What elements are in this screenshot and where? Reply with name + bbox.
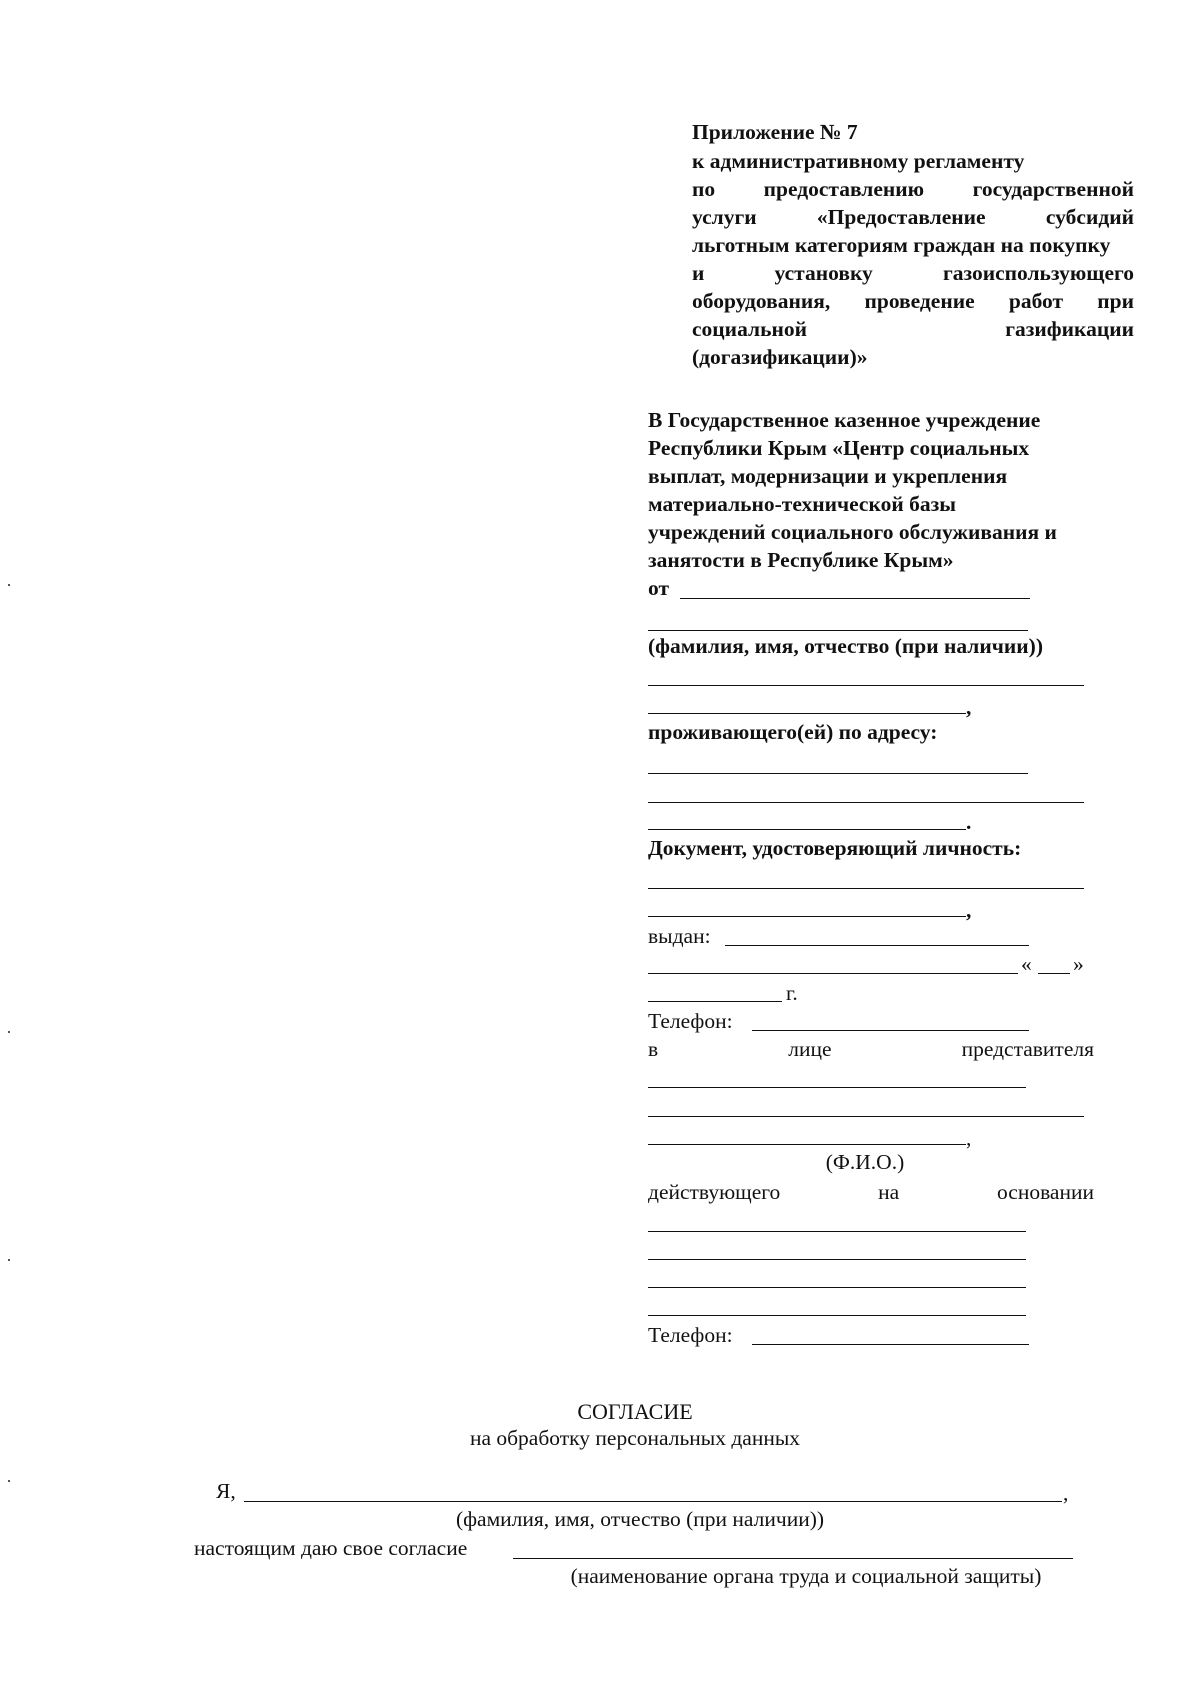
appendix-line-6 [692, 287, 1134, 315]
appendix-line-2 [692, 175, 1134, 203]
day-field[interactable] [1038, 973, 1070, 974]
scan-speck [8, 584, 10, 586]
addressee-line: материально-технической базы [648, 492, 957, 516]
word: субсидий [1045, 205, 1134, 229]
word: в [648, 1037, 659, 1061]
id-doc-field-1[interactable] [648, 888, 1084, 889]
residing-label: проживающего(ей) по адресу: [648, 720, 938, 744]
date-quote-open: « [1021, 952, 1032, 976]
name-field-1[interactable] [648, 685, 1084, 686]
comma: , [1063, 1481, 1069, 1505]
issued-field-2[interactable] [648, 973, 1018, 974]
word: установку [774, 261, 873, 285]
phone2-label: Телефон: [648, 1323, 733, 1347]
appendix-line-4: льготным категориям граждан на покупку [692, 233, 1111, 257]
address-field-1[interactable] [648, 773, 1028, 774]
phone2-field[interactable] [752, 1344, 1029, 1345]
address-field-3[interactable] [648, 829, 966, 830]
word: основании [996, 1180, 1094, 1204]
word: государственной [972, 177, 1134, 201]
comma: , [966, 1126, 972, 1150]
fio-hint: (фамилия, имя, отчество (при наличии)) [648, 634, 1043, 658]
word: «Предоставление [816, 205, 986, 229]
comma: , [966, 695, 972, 719]
give-consent-label: настоящим даю свое согласие [194, 1536, 468, 1560]
i-label: Я, [216, 1479, 236, 1503]
addressee-line: Республики Крым «Центр социальных [648, 436, 1030, 460]
word: проведение [864, 289, 975, 313]
year-label: г. [786, 981, 798, 1005]
appendix-line-7 [692, 315, 1134, 343]
phone-label: Телефон: [648, 1009, 733, 1033]
word: при [1097, 289, 1134, 313]
word: и [692, 261, 705, 285]
organ-hint: (наименование органа труда и социальной защиты) [570, 1564, 1042, 1588]
scan-speck [8, 1480, 10, 1482]
addressee-line: занятости в Республике Крым» [648, 548, 954, 572]
word: лице [788, 1037, 832, 1061]
consent-title: СОГЛАСИЕ [577, 1399, 693, 1424]
basis-field-2[interactable] [648, 1259, 1026, 1260]
period: . [966, 810, 972, 834]
word: газоиспользующего [942, 261, 1134, 285]
rep-fio-hint: (Ф.И.О.) [825, 1150, 905, 1174]
comma: , [966, 898, 972, 922]
name-field-2[interactable] [648, 713, 966, 714]
rep-field-1[interactable] [648, 1087, 1026, 1088]
word: социальной [692, 317, 807, 341]
appendix-line-1: к административному регламенту [692, 149, 1025, 173]
appendix-line-8: (догазификации)» [692, 345, 868, 369]
appendix-title: Приложение № 7 [692, 120, 858, 144]
consent-fio-field[interactable] [244, 1501, 1062, 1502]
rep-field-3[interactable] [648, 1144, 966, 1145]
appendix-line-5 [692, 259, 1134, 287]
phone-field[interactable] [752, 1030, 1029, 1031]
rep-field-2[interactable] [648, 1116, 1084, 1117]
issued-field[interactable] [725, 945, 1029, 946]
word: работ [1008, 289, 1064, 313]
word: представителя [961, 1037, 1094, 1061]
year-field[interactable] [648, 1001, 782, 1002]
appendix-line-3 [692, 203, 1134, 231]
word: действующего [648, 1180, 781, 1204]
word: по [692, 177, 716, 201]
basis-field-4[interactable] [648, 1315, 1026, 1316]
word: оборудования, [692, 289, 831, 313]
scan-speck [8, 1259, 10, 1261]
word: газификации [1005, 317, 1134, 341]
scan-speck [8, 1031, 10, 1033]
basis-line [648, 1178, 1094, 1206]
issued-label: выдан: [648, 924, 711, 948]
rep-line [648, 1035, 1094, 1063]
consent-fio-hint: (фамилия, имя, отчество (при наличии)) [455, 1507, 825, 1531]
addressee-line: выплат, модернизации и укрепления [648, 464, 1008, 488]
word: на [878, 1180, 900, 1204]
consent-subtitle: на обработку персональных данных [469, 1426, 801, 1450]
word: услуги [692, 205, 757, 229]
id-doc-label: Документ, удостоверяющий личность: [648, 836, 1022, 860]
address-field-2[interactable] [648, 802, 1084, 803]
id-doc-field-2[interactable] [648, 916, 966, 917]
basis-field-3[interactable] [648, 1287, 1026, 1288]
addressee-line: учреждений социального обслуживания и [648, 520, 1057, 544]
from-label: от [648, 576, 670, 600]
date-quote-close: » [1073, 952, 1084, 976]
organ-field[interactable] [513, 1558, 1073, 1559]
addressee-line: В Государственное казенное учреждение [648, 408, 1041, 432]
basis-field-1[interactable] [648, 1231, 1026, 1232]
from-field-2[interactable] [648, 630, 1028, 631]
word: предоставлению [763, 177, 925, 201]
from-field[interactable] [680, 598, 1030, 599]
